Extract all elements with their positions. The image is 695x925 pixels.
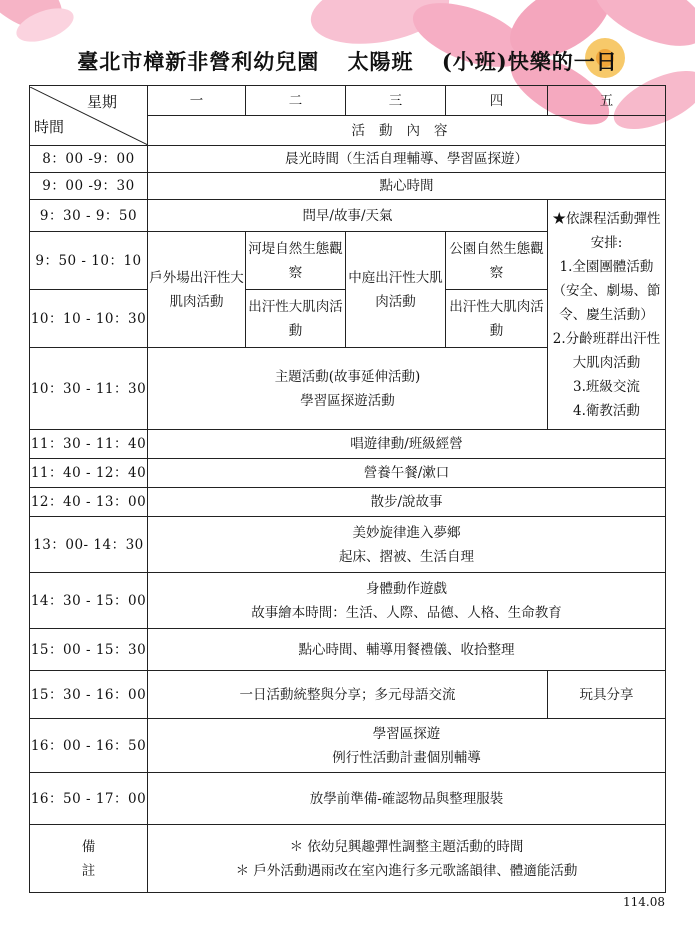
page-title (0, 46, 695, 76)
side-note-item: 2.分齡班群出汗性大肌肉活動 (552, 330, 661, 371)
monday-activity: 戶外場出汗性大肌肉活動 (148, 232, 246, 348)
activity-cell: 一日活動統整與分享；多元母語交流 (148, 671, 548, 719)
time-label: 時間 (34, 117, 65, 136)
thursday-activity: 出汗性大肌肉活動 (446, 290, 548, 348)
remarks-label-2: 註 (81, 862, 96, 879)
activity-cell (148, 719, 666, 773)
document-date: 114.08 (623, 895, 665, 909)
time-slot: 16：50 - 17：00 (30, 773, 148, 825)
time-slot: 9：50 - 10：10 (30, 232, 148, 290)
activity-cell: 點心時間、輔導用餐禮儀、收拾整理 (148, 629, 666, 671)
side-note-item: 3.班級交流 (573, 378, 640, 395)
header-corner-cell (30, 86, 148, 146)
activity-cell: 散步/說故事 (148, 488, 666, 517)
title-subtitle: (小班)快樂的一日 (441, 49, 618, 74)
activity-cell: 問早/故事/天氣 (148, 200, 548, 232)
activity-line: 美妙旋律進入夢鄉 (352, 524, 461, 541)
time-slot: 10：30 - 11：30 (30, 348, 148, 430)
time-slot: 13：00- 14：30 (30, 517, 148, 573)
side-note-heading: ★依課程活動彈性安排: (552, 210, 661, 251)
week-label: 星期 (86, 92, 117, 111)
class-name: 太陽班 (347, 49, 414, 74)
side-note-item: 4.衛教活動 (573, 402, 640, 419)
time-slot: 9：00 -9：30 (30, 173, 148, 200)
flexible-activities-note (548, 200, 666, 430)
activity-line: 故事繪本時間：生活、人際、品德、人格、生命教育 (251, 604, 562, 621)
remark-line: ＊ 戶外活動遇雨改在室內進行多元歌謠韻律、體適能活動 (235, 862, 578, 879)
activity-cell: 放學前準備-確認物品與整理服裝 (148, 773, 666, 825)
remark-line: ＊ 依幼兒興趣彈性調整主題活動的時間 (289, 838, 524, 855)
time-slot: 14：30 - 15：00 (30, 573, 148, 629)
time-slot: 8：00 -9：00 (30, 146, 148, 173)
remarks-label (30, 825, 148, 893)
thursday-activity: 公園自然生態觀察 (446, 232, 548, 290)
activity-cell (148, 573, 666, 629)
activity-cell: 點心時間 (148, 173, 666, 200)
activity-cell: 營養午餐/漱口 (148, 459, 666, 488)
activity-cell (148, 517, 666, 573)
remarks-content (148, 825, 666, 893)
activity-line: 主題活動(故事延伸活動) (274, 368, 421, 385)
tuesday-activity: 河堤自然生態觀察 (246, 232, 346, 290)
activity-line: 例行性活動計畫個別輔導 (332, 749, 481, 766)
activity-cell: 晨光時間（生活自理輔導、學習區探遊） (148, 146, 666, 173)
time-slot: 10：10 - 10：30 (30, 290, 148, 348)
activity-line: 學習區探遊 (372, 725, 441, 742)
remarks-label-1: 備 (81, 838, 96, 855)
activity-header: 活動內容 (148, 116, 666, 146)
day-friday: 五 (548, 86, 666, 116)
day-tuesday: 二 (246, 86, 346, 116)
tuesday-activity: 出汗性大肌肉活動 (246, 290, 346, 348)
activity-cell (148, 348, 548, 430)
time-slot: 12：40 - 13：00 (30, 488, 148, 517)
time-slot: 11：40 - 12：40 (30, 459, 148, 488)
time-slot: 15：00 - 15：30 (30, 629, 148, 671)
day-thursday: 四 (446, 86, 548, 116)
time-slot: 15：30 - 16：00 (30, 671, 148, 719)
day-monday: 一 (148, 86, 246, 116)
wednesday-activity: 中庭出汗性大肌肉活動 (346, 232, 446, 348)
time-slot: 11：30 - 11：40 (30, 430, 148, 459)
day-wednesday: 三 (346, 86, 446, 116)
flower-left-icon (0, 0, 78, 48)
activity-cell: 唱遊律動/班級經營 (148, 430, 666, 459)
time-slot: 16：00 - 16：50 (30, 719, 148, 773)
school-name: 臺北市樟新非營利幼兒園 (77, 49, 320, 74)
friday-activity: 玩具分享 (548, 671, 666, 719)
time-slot: 9：30 - 9：50 (30, 200, 148, 232)
side-note-item: 1.全園團體活動（安全、劇場、節令、慶生活動） (552, 258, 661, 323)
activity-line: 學習區探遊活動 (300, 392, 395, 409)
daily-schedule-table (29, 85, 666, 893)
activity-line: 起床、摺被、生活自理 (339, 548, 474, 565)
activity-line: 身體動作遊戲 (366, 580, 447, 597)
